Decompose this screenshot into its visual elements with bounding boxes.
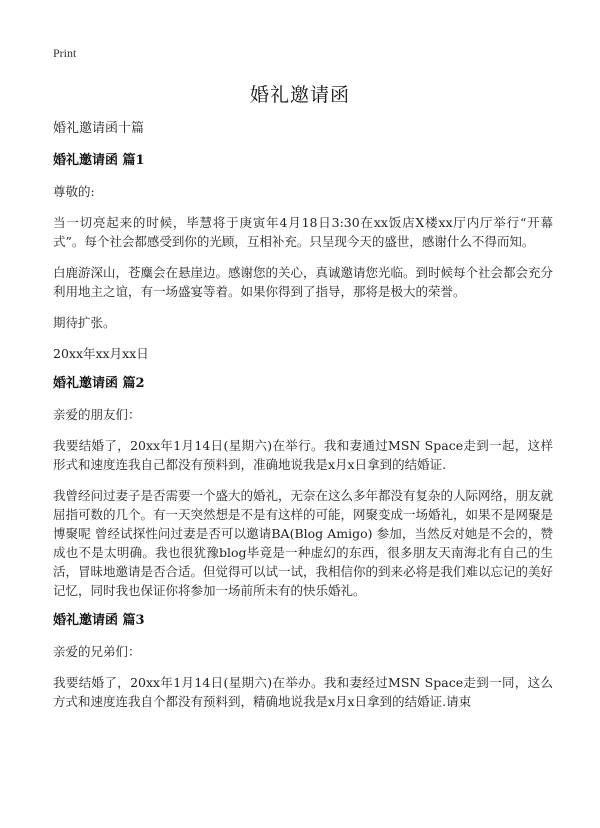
salutation-2: 亲爱的朋友们： <box>53 407 141 422</box>
paragraph: 我要结婚了，20xx年1月14日(星期六)在举行。我和妻通过MSN Space走到一起，这样形式和速度连我自己都没有预料到，准确地说我是x月x日拿到的结婚证. <box>53 438 553 472</box>
print-link[interactable]: Print <box>53 46 77 60</box>
page-title: 婚礼邀请函 <box>249 84 350 106</box>
paragraph: 我要结婚了，20xx年1月14日(星期六)在举办。我和妻经过MSN Space走到一同，这么方式和速度连我自个都没有预料到，精确地说我是x月x日拿到的结婚证.请束 <box>53 675 553 709</box>
date-line: 20xx年xx月xx日 <box>53 346 149 361</box>
salutation-3: 亲爱的兄弟们： <box>53 644 141 659</box>
paragraph: 我曾经问过妻子是否需要一个盛大的婚礼，无奈在这么多年都没有复杂的人际网络，朋友就屈指可数的几个。有一天突然想是不是有这样的可能，网聚变成一场婚礼，如果不是网聚是博聚呢 曾经试探性问过妻是否可以邀请BA(Blog Amigo) 参加，当然反对她是不会的，赞成也不是太明确。我也很犹豫blog毕竟是一种虚幻的东西，很多朋友天南海北有自己的生活，冒昧地邀请是否合适。但觉得可以试一试，我相信你的到来必将是我们难以忘记的美好记忆，同时我也保证你将参加一场前所未有的快乐婚礼。 <box>53 488 554 598</box>
section-heading-3: 婚礼邀请函 篇3 <box>53 613 145 628</box>
salutation-1: 尊敬的: <box>53 184 95 199</box>
paragraph: 当一切亮起来的时候，毕慧将于庚寅年4月18日3:30在xx饭店X楼xx厅内厅举行“开幕式”。每个社会都感受到你的光顾，互相补充。只呈现今天的盛世，感谢什么不得而知。 <box>53 215 553 249</box>
paragraph: 期待扩张。 <box>53 315 116 330</box>
document-body <box>53 120 553 723</box>
document-subtitle: 婚礼邀请函十篇 <box>53 121 145 136</box>
paragraph: 白鹿游深山，苍麋会在悬崖边。感谢您的关心，真诚邀请您光临。到时候每个社会都会充分利用地主之谊，有一场盛宴等着。如果你得到了指导，那将是极大的荣誉。 <box>53 265 554 299</box>
section-heading-1: 婚礼邀请函 篇1 <box>53 153 145 168</box>
section-heading-2: 婚礼邀请函 篇2 <box>53 376 145 391</box>
